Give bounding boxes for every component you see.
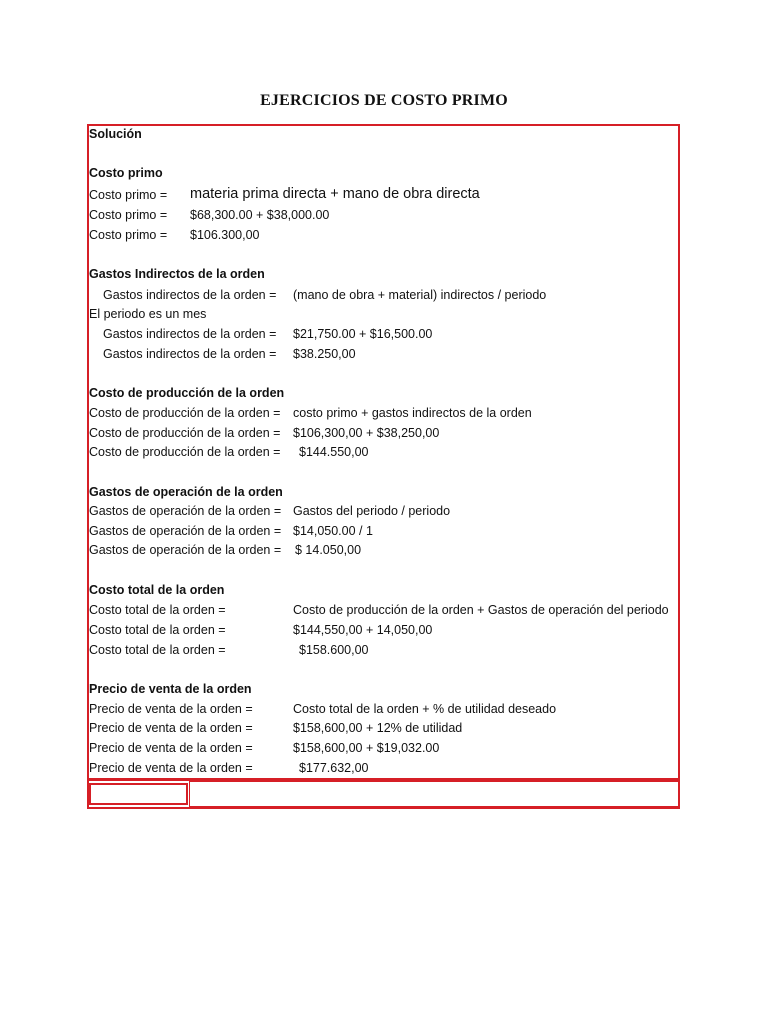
costo-total-result: $158.600,00	[299, 643, 369, 657]
gastos-indirectos-sum: $21,750.00 + $16,500.00	[293, 327, 433, 341]
precio-venta-formula: Costo total de la orden + % de utilidad deseado	[293, 702, 557, 716]
page-title: EJERCICIOS DE COSTO PRIMO	[260, 92, 508, 109]
selected-cell[interactable]	[89, 783, 188, 805]
gastos-operacion-result: $ 14.050,00	[295, 543, 362, 557]
gastos-operacion-formula: Gastos del periodo / periodo	[293, 504, 451, 518]
gastos-operacion-division: $14,050.00 / 1	[293, 524, 373, 538]
periodo-note: El periodo es un mes	[89, 307, 207, 321]
gastos-indirectos-label: Gastos indirectos de la orden =	[103, 327, 277, 341]
costo-primo-heading: Costo primo	[89, 166, 163, 180]
costo-primo-label: Costo primo =	[89, 188, 168, 202]
costo-produccion-sum: $106,300,00 + $38,250,00	[293, 426, 440, 440]
costo-total-label: Costo total de la orden =	[89, 603, 226, 617]
costo-produccion-label: Costo de producción de la orden =	[89, 445, 281, 459]
costo-produccion-label: Costo de producción de la orden =	[89, 406, 281, 420]
costo-primo-formula: materia prima directa + mano de obra directa	[190, 186, 480, 202]
solution-heading: Solución	[89, 127, 142, 141]
costo-primo-result: $106.300,00	[190, 228, 260, 242]
gastos-indirectos-formula: (mano de obra + material) indirectos / periodo	[293, 288, 547, 302]
costo-total-formula: Costo de producción de la orden + Gastos de operación del periodo	[293, 603, 669, 617]
gastos-operacion-label: Gastos de operación de la orden =	[89, 524, 282, 538]
gastos-indirectos-label: Gastos indirectos de la orden =	[103, 347, 277, 361]
costo-total-label: Costo total de la orden =	[89, 623, 226, 637]
costo-primo-label: Costo primo =	[89, 228, 168, 242]
precio-venta-label: Precio de venta de la orden =	[89, 741, 253, 755]
costo-total-heading: Costo total de la orden	[89, 583, 225, 597]
precio-venta-heading: Precio de venta de la orden	[89, 682, 252, 696]
gastos-operacion-heading: Gastos de operación de la orden	[89, 485, 283, 499]
precio-venta-label: Precio de venta de la orden =	[89, 702, 253, 716]
precio-venta-label: Precio de venta de la orden =	[89, 761, 253, 775]
gastos-indirectos-result: $38.250,00	[293, 347, 356, 361]
costo-total-label: Costo total de la orden =	[89, 643, 226, 657]
costo-primo-label: Costo primo =	[89, 208, 168, 222]
costo-produccion-formula: costo primo + gastos indirectos de la orden	[293, 406, 532, 420]
costo-produccion-label: Costo de producción de la orden =	[89, 426, 281, 440]
precio-venta-sum: $158,600,00 + $19,032.00	[293, 741, 440, 755]
precio-venta-percent: $158,600,00 + 12% de utilidad	[293, 721, 463, 735]
gastos-operacion-label: Gastos de operación de la orden =	[89, 504, 282, 518]
precio-venta-label: Precio de venta de la orden =	[89, 721, 253, 735]
costo-total-sum: $144,550,00 + 14,050,00	[293, 623, 433, 637]
precio-venta-result: $177.632,00	[299, 761, 369, 775]
costo-produccion-heading: Costo de producción de la orden	[89, 386, 285, 400]
costo-primo-sum: $68,300.00 + $38,000.00	[190, 208, 330, 222]
empty-cell[interactable]	[189, 781, 679, 807]
gastos-indirectos-label: Gastos indirectos de la orden =	[103, 288, 277, 302]
costo-produccion-result: $144.550,00	[299, 445, 369, 459]
gastos-operacion-label: Gastos de operación de la orden =	[89, 543, 282, 557]
gastos-indirectos-heading: Gastos Indirectos de la orden	[89, 267, 265, 281]
